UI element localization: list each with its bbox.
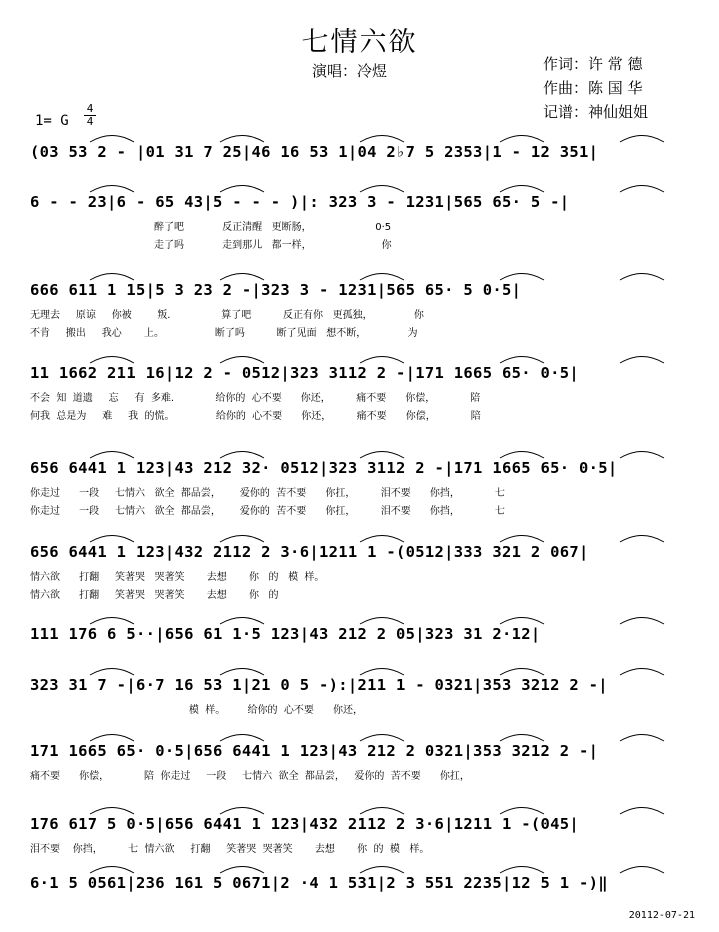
slur-arcs: [30, 728, 690, 742]
slur-arcs: [30, 129, 690, 143]
lyric-line: 无理去 原谅 你被 叛. 算了吧 反正有你 更孤独， 你: [30, 310, 424, 321]
lyric-line: 不肯 搬出 我心 上。 断了吗 断了见面 想不断， 为: [30, 328, 418, 339]
lyric-line: 情六欲 打翻 笑著哭 哭著笑 去想 你 的 模 样。: [30, 572, 325, 583]
lyric-line: 你走过 一段 七情六 欲全 都品尝， 爱你的 苦不要 你扛， 泪不要 你挡， 七: [30, 506, 505, 517]
lyricist-credit: 作词：许 常 德: [543, 55, 643, 73]
transcriber-credit: 记谱：神仙姐姐: [543, 103, 649, 121]
transcription-date: 20112-07-21: [628, 910, 695, 921]
lyric-line: 泪不要 你挡， 七 情六欲 打翻 笑著哭 哭著笑 去想 你 的 模 样。: [30, 844, 430, 855]
song-title: 七情六欲: [301, 27, 418, 58]
notation-line: 656 6441 1 123|432 2112 2 3·6|1211 1 -(0512|333 321 2 067|: [30, 543, 589, 561]
time-signature-top: 4: [86, 102, 94, 115]
slur-arcs: [30, 801, 690, 815]
notation-line: 323 31 7 -|6·7 16 53 1|21 0 5 -):|211 1 - 0321|353 3212 2 -|: [30, 676, 608, 694]
slur-arcs: [30, 179, 690, 193]
lyric-line: 情六欲 打翻 笑著哭 哭著笑 去想 你 的: [30, 590, 279, 601]
slur-arcs: [30, 529, 690, 543]
lyric-line: 何我 总是为 难 我 的慌。 给你的 心不要 你还， 痛不要 你偿， 陪: [30, 411, 481, 422]
slur-arcs: [30, 860, 690, 874]
notation-line: 666 611 1 15|5 3 23 2 -|323 3 - 1231|565 65· 5 0·5|: [30, 281, 522, 299]
slur-arcs: [30, 267, 690, 281]
notation-line: 171 1665 65· 0·5|656 6441 1 123|43 212 2 0321|353 3212 2 -|: [30, 742, 599, 760]
slur-arcs: [30, 445, 690, 459]
composer-credit: 作曲：陈 国 华: [543, 79, 643, 97]
credits-block: [543, 52, 648, 124]
time-signature-bottom: 4: [86, 115, 94, 128]
notation-line: 176 617 5 0·5|656 6441 1 123|432 2112 2 3·6|1211 1 -(045|: [30, 815, 580, 833]
lyric-line: 醉了吧 反正清醒 更断肠， 0·5: [30, 222, 392, 233]
slur-arcs: [30, 350, 690, 364]
notation-line: 111 176 6 5··|656 61 1·5 123|43 212 2 05|323 31 2·12|: [30, 625, 541, 643]
notation-line: 11 1662 211 16|12 2 - 0512|323 3112 2 -|171 1665 65· 0·5|: [30, 364, 580, 382]
notation-line: 6 - - 23|6 - 65 43|5 - - - )|: 323 3 - 1231|565 65· 5 -|: [30, 193, 570, 211]
lyric-line: 模 样。 给你的 心不要 你还，: [30, 705, 363, 716]
lyric-line: 不会 知 道遗 忘 有 多难. 给你的 心不要 你还， 痛不要 你偿， 陪: [30, 393, 481, 404]
slur-arcs: [30, 611, 690, 625]
time-signature: [84, 103, 96, 128]
lyric-line: 痛不要 你偿， 陪 你走过 一段 七情六 欲全 都品尝， 爱你的 苦不要 你扛，: [30, 771, 470, 782]
notation-line: 656 6441 1 123|43 212 32· 0512|323 3112 2 -|171 1665 65· 0·5|: [30, 459, 618, 477]
lyric-line: 你走过 一段 七情六 欲全 都品尝， 爱你的 苦不要 你扛， 泪不要 你挡， 七: [30, 488, 505, 499]
slur-arcs: [30, 662, 690, 676]
key-signature: 1= G: [35, 113, 69, 129]
singer-credit: 演唱：冷煜: [312, 62, 388, 80]
notation-line: 6·1 5 0561|236 161 5 0671|2 ·4 1 531|2 3 551 2235|12 5 1 -)‖: [30, 874, 608, 892]
notation-line: (03 53 2 - |01 31 7 25|46 16 53 1|04 2♭7 5 2353|1 - 12 351|: [30, 143, 599, 161]
lyric-line: 走了吗 走到那儿 都一样， 你: [30, 240, 392, 251]
